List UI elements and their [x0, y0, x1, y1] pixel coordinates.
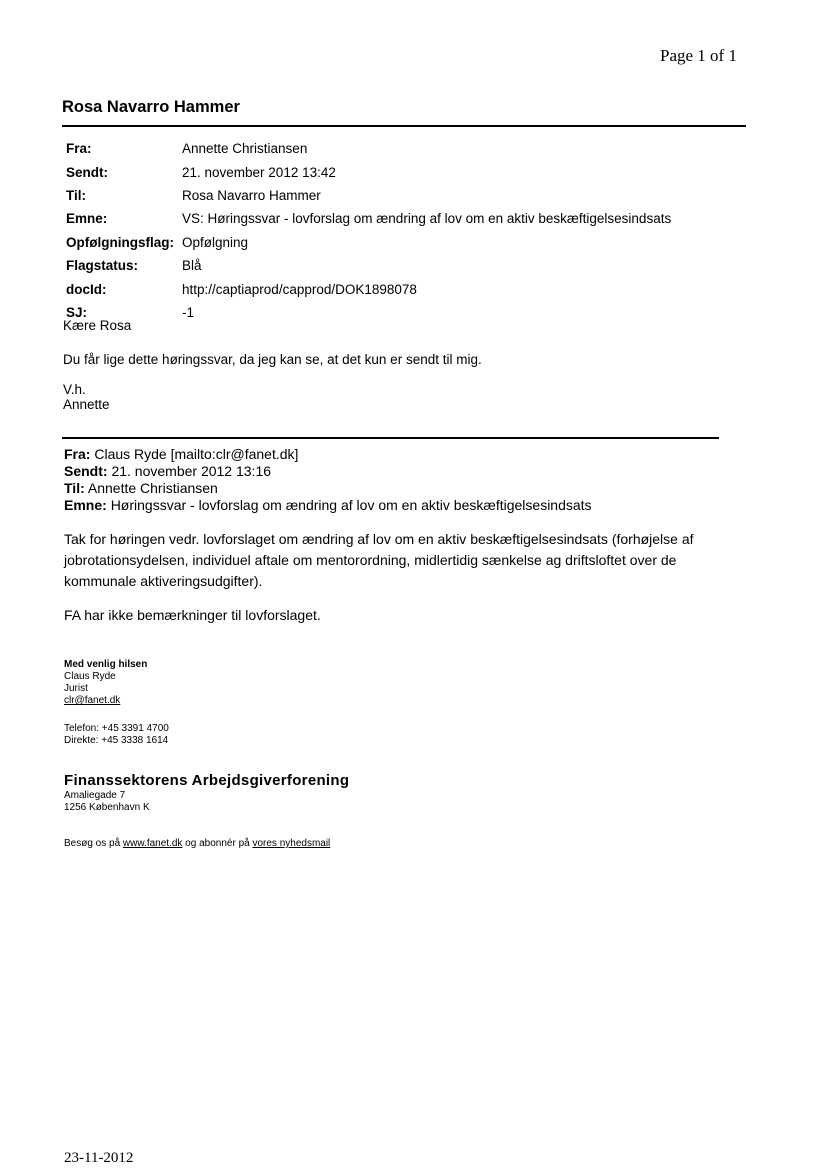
header-row-to [66, 184, 671, 207]
recipient-name: Rosa Navarro Hammer [62, 98, 240, 116]
header-row-followup-flag [66, 231, 671, 254]
forwarded-from-value: Claus Ryde [mailto:clr@fanet.dk] [94, 446, 299, 462]
forwarded-subject-value: Høringssvar - lovforslag om ændring af lov om en aktiv beskæftigelsesindsats [110, 497, 592, 513]
forwarded-to-label: Til: [64, 480, 85, 496]
header-value: Rosa Navarro Hammer [182, 187, 321, 203]
forwarded-to-value: Annette Christiansen [87, 480, 218, 496]
forwarded-paragraph-1 [64, 529, 724, 592]
visit-prefix: Besøg os på [64, 838, 123, 849]
email-header [66, 137, 671, 324]
forwarded-sent-label: Sendt: [64, 463, 108, 479]
header-row-subject [66, 207, 671, 230]
paragraph-line: jobrotationsydelsen, individuel aftale om mentorordning, midlertidig sænkelse ag driftsloftet over de [64, 552, 677, 568]
header-label: Sendt: [66, 164, 108, 180]
header-divider [62, 125, 746, 127]
forwarded-header [64, 446, 592, 514]
signature-email-link[interactable]: clr@fanet.dk [64, 695, 121, 706]
header-value: VS: Høringssvar - lovforslag om ændring af lov om en aktiv beskæftigelsesindsats [182, 211, 672, 227]
message-greeting: Kære Rosa [63, 318, 132, 333]
page-number: Page 1 of 1 [660, 46, 737, 65]
message-closing: V.h. [63, 382, 86, 397]
header-label: SJ: [66, 304, 88, 320]
company-name: Finanssektorens Arbejdsgiverforening [64, 772, 350, 789]
header-row-from [66, 137, 671, 160]
forward-divider [62, 437, 719, 439]
header-label: Opfølgningsflag: [66, 234, 174, 250]
newsletter-link[interactable]: vores nyhedsmail [252, 838, 331, 849]
header-row-docid [66, 277, 671, 300]
header-label: Flagstatus: [66, 258, 139, 274]
header-value: Opfølgning [182, 234, 249, 250]
signature-direct: Direkte: +45 3338 1614 [64, 735, 169, 746]
forwarded-subject [64, 497, 592, 514]
header-value: -1 [182, 304, 195, 320]
visit-middle: og abonnér på [182, 838, 253, 849]
header-row-flag-status [66, 254, 671, 277]
forwarded-subject-label: Emne: [64, 497, 107, 513]
forwarded-from-label: Fra: [64, 446, 91, 462]
forwarded-from [64, 446, 592, 463]
signature-block [64, 659, 147, 707]
forwarded-sent-value: 21. november 2012 13:16 [111, 463, 272, 479]
header-row-sent [66, 160, 671, 183]
message-sender: Annette [63, 397, 110, 412]
paragraph-line: kommunale aktiveringsudgifter). [64, 573, 263, 589]
signature-title: Jurist [64, 683, 88, 694]
header-label: Til: [66, 187, 86, 203]
paragraph-line: Tak for høringen vedr. lovforslaget om ændring af lov om en aktiv beskæftigelsesindsats (forhøjelse af [64, 531, 694, 547]
visit-line [64, 838, 330, 850]
company-street: Amaliegade 7 [64, 790, 126, 801]
header-label: docId: [66, 281, 107, 297]
forwarded-sent [64, 463, 592, 480]
signature-regards: Med venlig hilsen [64, 659, 148, 670]
header-value: http://captiaprod/capprod/DOK1898078 [182, 281, 417, 297]
header-label: Emne: [66, 211, 108, 227]
company-address [64, 790, 150, 814]
forwarded-to [64, 480, 592, 497]
header-value: Annette Christiansen [182, 141, 308, 157]
signature-phones [64, 723, 169, 747]
message-body: Du får lige dette høringssvar, da jeg kan se, at det kun er sendt til mig. [63, 352, 482, 367]
header-label: Fra: [66, 141, 92, 157]
signature-phone: Telefon: +45 3391 4700 [64, 723, 169, 734]
signature-name: Claus Ryde [64, 671, 116, 682]
header-row-sj [66, 301, 671, 324]
footer-date: 23-11-2012 [64, 1150, 134, 1166]
company-city: 1256 København K [64, 802, 150, 813]
header-value: Blå [182, 258, 202, 274]
website-link[interactable]: www.fanet.dk [122, 838, 183, 849]
header-value: 21. november 2012 13:42 [182, 164, 336, 180]
forwarded-paragraph-2: FA har ikke bemærkninger til lovforslaget. [64, 607, 321, 623]
